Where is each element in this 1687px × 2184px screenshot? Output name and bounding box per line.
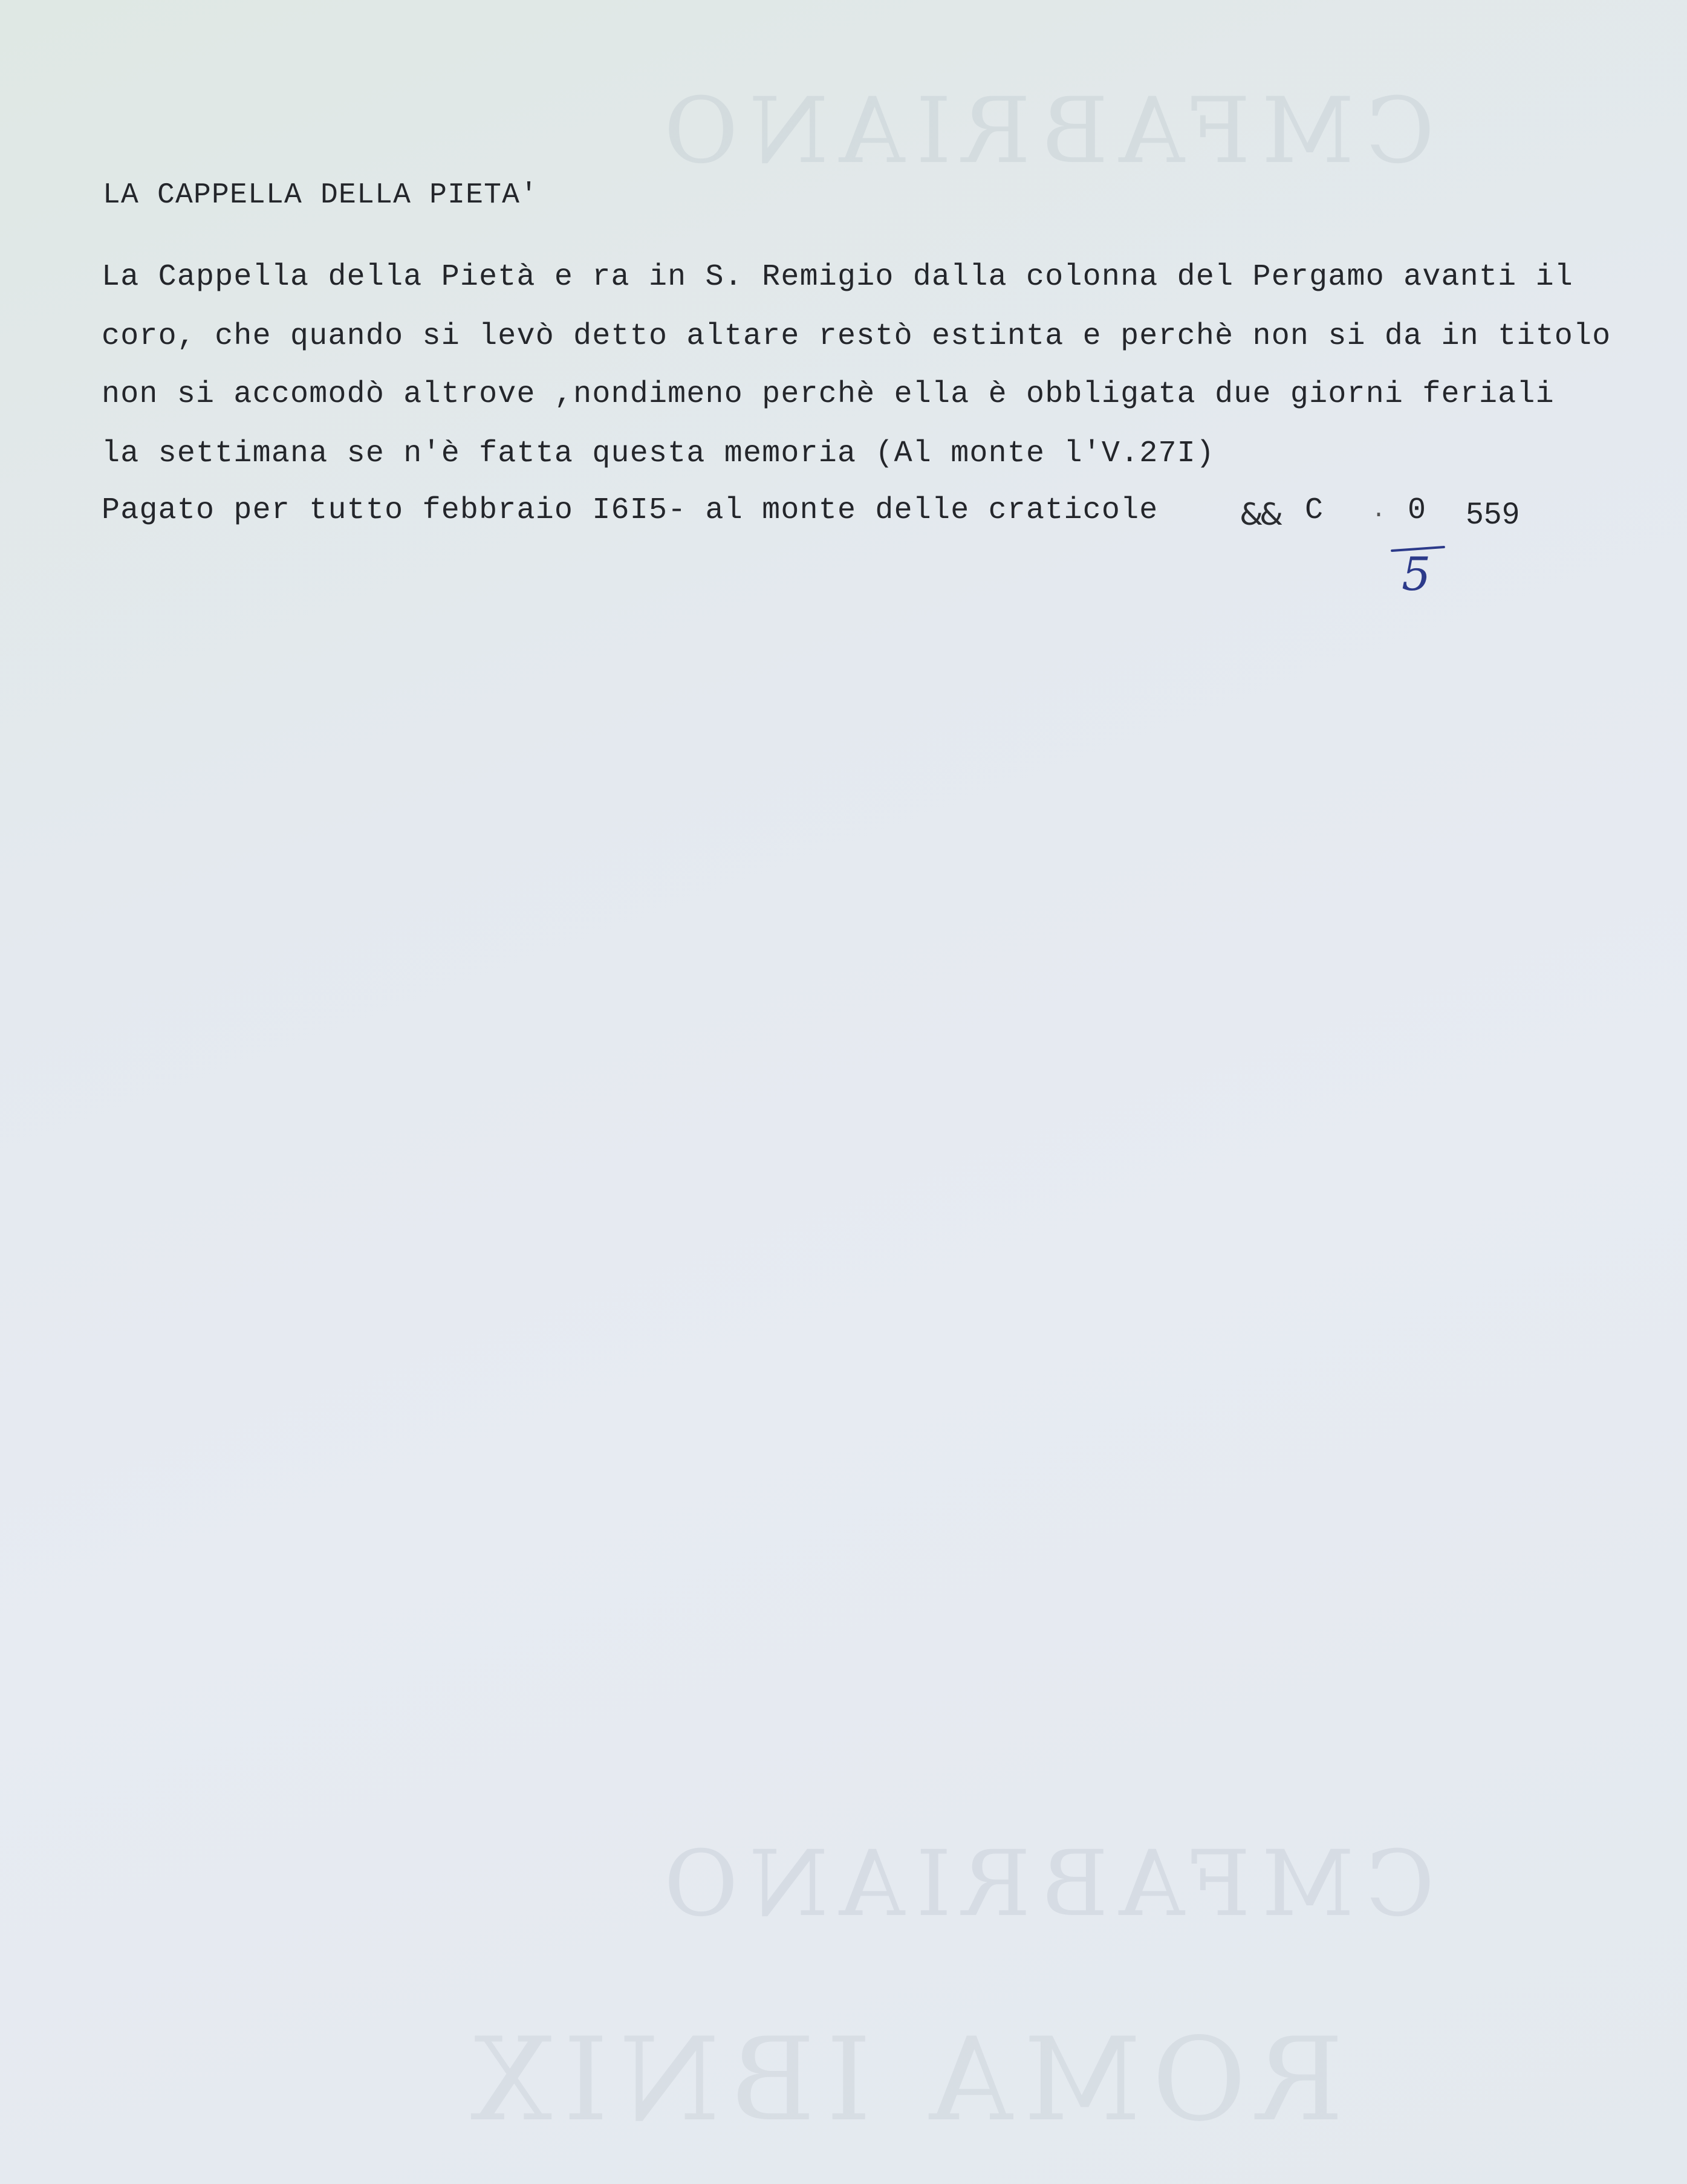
shelfmark-symbol: && <box>1240 497 1279 532</box>
shelfmark-zero: 0 <box>1408 493 1426 528</box>
watermark-bottom-large: ROMA IBNIX <box>460 2013 1344 2147</box>
document-title: LA CAPPELLA DELLA PIETA' <box>103 179 539 212</box>
shelfmark-dot: . <box>1371 497 1386 524</box>
text-line-5: Pagato per tutto febbraio I6I5- al monte delle craticole <box>102 493 1159 528</box>
text-line-2: coro, che quando si levò detto altare restò estinta e perchè non si da in titolo <box>102 319 1611 354</box>
shelfmark-number: 559 <box>1466 496 1521 530</box>
shelfmark-letter: C <box>1305 493 1324 528</box>
handwritten-number: 5 <box>1402 547 1431 601</box>
text-line-4: la settimana se n'è fatta questa memoria (Al monte l'V.27I) <box>102 436 1215 471</box>
text-line-1: La Cappella della Pietà e ra in S. Remigio dalla colonna del Pergamo avanti il <box>102 260 1573 294</box>
watermark-top: CMFABRIANO <box>653 79 1435 184</box>
watermark-bottom: CMFABRIANO <box>653 1832 1435 1937</box>
text-line-3: non si accomodò altrove ,nondimeno perchè ella è obbligata due giorni feriali <box>102 377 1555 412</box>
